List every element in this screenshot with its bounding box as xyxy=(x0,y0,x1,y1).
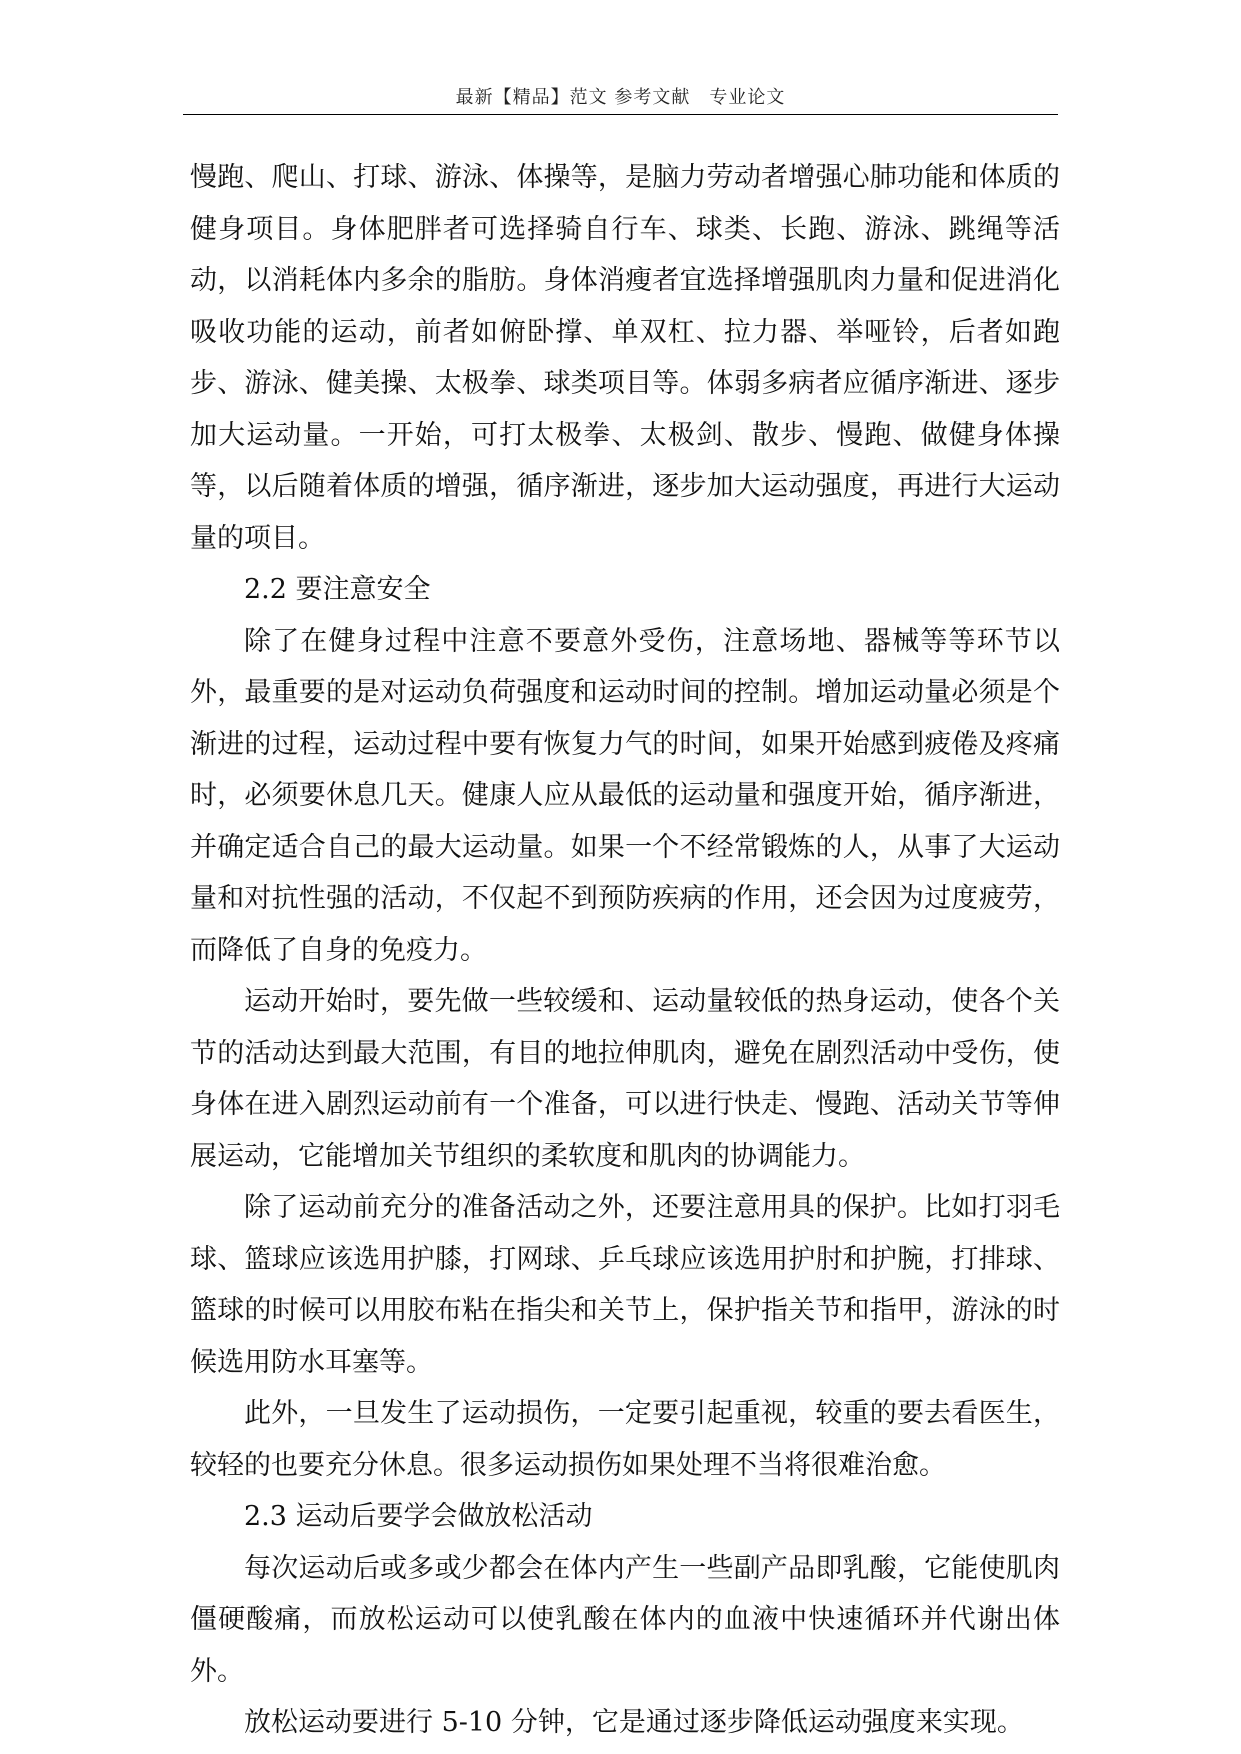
body-text xyxy=(190,152,1060,1749)
paragraph: 除了运动前充分的准备活动之外，还要注意用具的保护。比如打羽毛球、篮球应该选用护膝，打网球、乒乓球应该选用护肘和护腕，打排球、篮球的时候可以用胶布粘在指尖和关节上，保护指关节和指甲，游泳的时候选用防水耳塞等。 xyxy=(190,1192,1060,1378)
header-divider xyxy=(183,114,1058,115)
paragraph-continued: 慢跑、爬山、打球、游泳、体操等，是脑力劳动者增强心肺功能和体质的健身项目。身体肥胖者可选择骑自行车、球类、长跑、游泳、跳绳等活动，以消耗体内多余的脂肪。身体消瘦者宜选择增强肌肉力量和促进消化吸收功能的运动，前者如俯卧撑、单双杠、拉力器、举哑铃，后者如跑步、游泳、健美操、太极拳、球类项目等。体弱多病者应循序渐进、逐步加大运动量。一开始，可打太极拳、太极剑、散步、慢跑、做健身体操等，以后随着体质的增强，循序渐进，逐步加大运动强度，再进行大运动量的项目。 xyxy=(190,162,1060,554)
section-heading-2-2: 2.2 要注意安全 xyxy=(244,574,431,605)
paragraph: 每次运动后或多或少都会在体内产生一些副产品即乳酸，它能使肌肉僵硬酸痛，而放松运动可以使乳酸在体内的血液中快速循环并代谢出体外。 xyxy=(190,1552,1060,1687)
paragraph: 放松运动要进行 5-10 分钟，它是通过逐步降低运动强度来实现。 xyxy=(244,1707,1024,1738)
page-header: 最新【精品】范文 参考文献 专业论文 xyxy=(455,87,786,108)
section-heading-2-3: 2.3 运动后要学会做放松活动 xyxy=(244,1501,593,1532)
paragraph: 运动开始时，要先做一些较缓和、运动量较低的热身运动，使各个关节的活动达到最大范围，有目的地拉伸肌肉，避免在剧烈活动中受伤，使身体在进入剧烈运动前有一个准备，可以进行快走、慢跑、活动关节等伸展运动，它能增加关节组织的柔软度和肌肉的协调能力。 xyxy=(190,986,1060,1172)
paragraph: 除了在健身过程中注意不要意外受伤，注意场地、器械等等环节以外，最重要的是对运动负荷强度和运动时间的控制。增加运动量必须是个渐进的过程，运动过程中要有恢复力气的时间，如果开始感到疲倦及疼痛时，必须要休息几天。健康人应从最低的运动量和强度开始，循序渐进，并确定适合自己的最大运动量。如果一个不经常锻炼的人，从事了大运动量和对抗性强的活动，不仅起不到预防疾病的作用，还会因为过度疲劳，而降低了自身的免疫力。 xyxy=(190,625,1060,966)
paragraph: 此外，一旦发生了运动损伤，一定要引起重视，较重的要去看医生，较轻的也要充分休息。很多运动损伤如果处理不当将很难治愈。 xyxy=(190,1398,1060,1481)
